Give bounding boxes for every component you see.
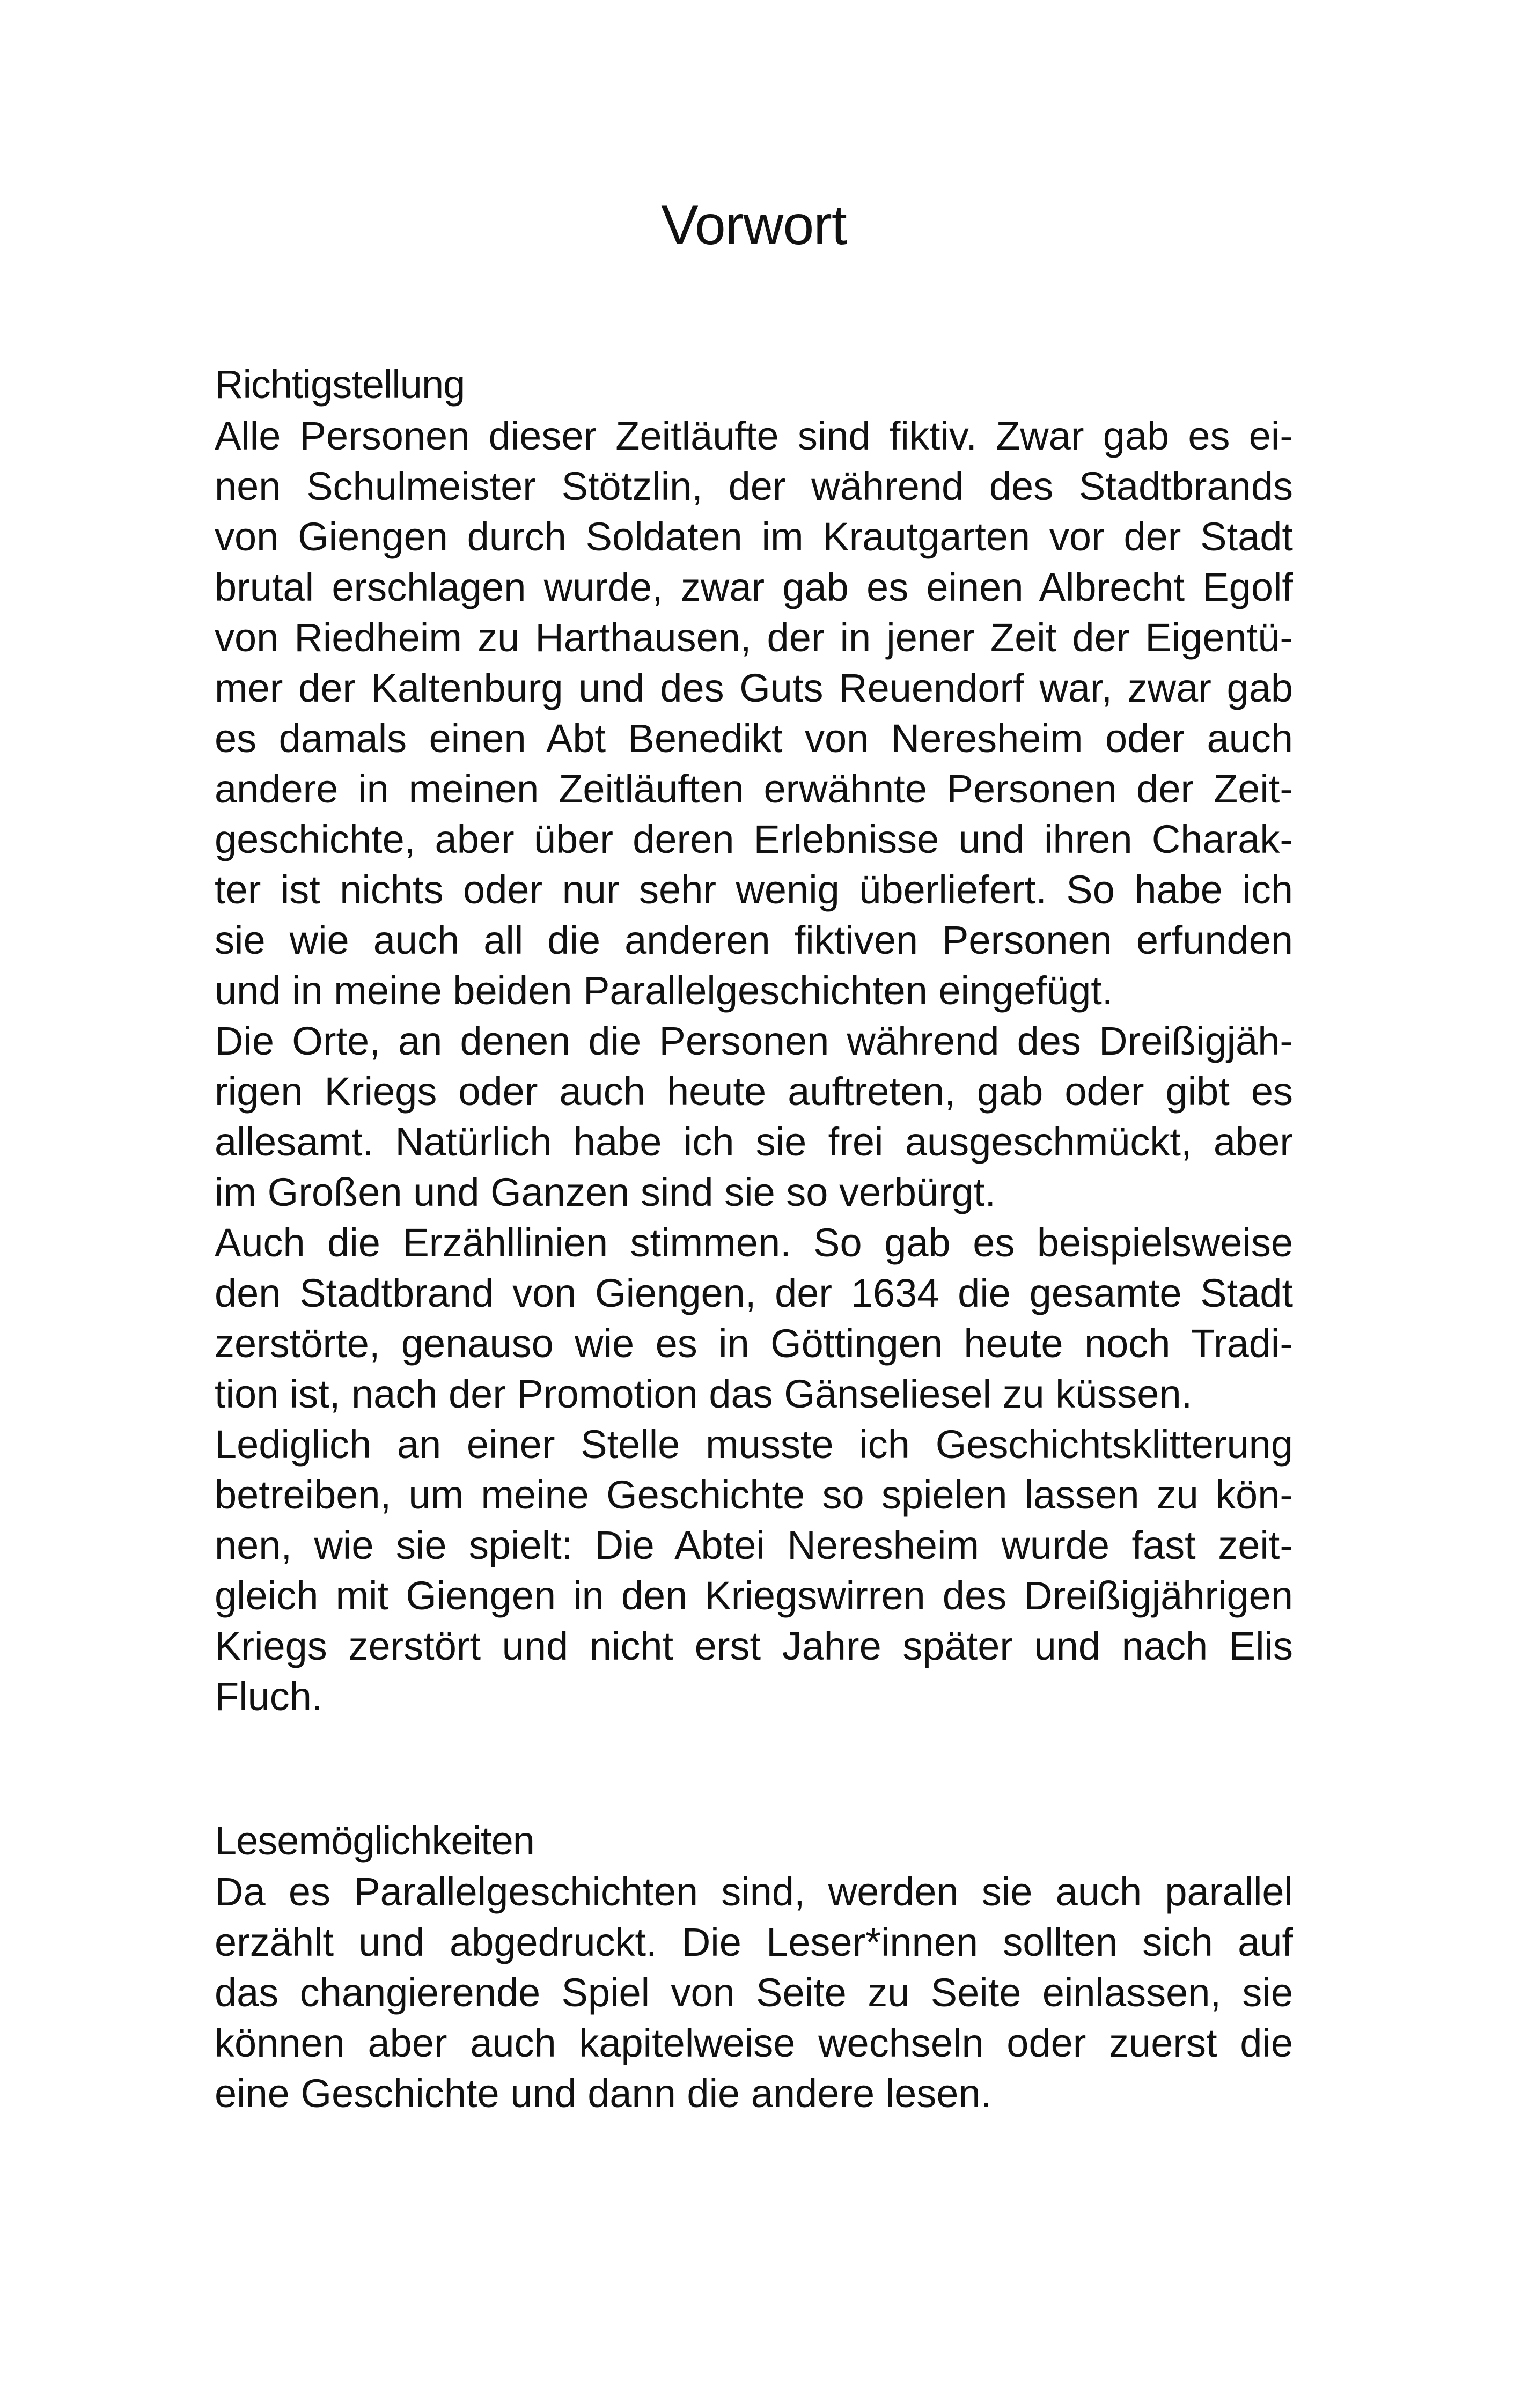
text-line: das changierende Spiel von Seite zu Seite einlassen, sie [215, 1970, 1293, 2015]
text-line: Alle Personen dieser Zeitläufte sind fiktiv. Zwar gab es ei- [215, 414, 1293, 458]
text-line: von Giengen durch Soldaten im Krautgarten vor der Stadt [215, 514, 1293, 559]
section-body-lesemoeglichkeiten [215, 1867, 1293, 2119]
text-line: Fluch. [215, 1674, 323, 1719]
text-line: andere in meinen Zeitläuften erwähnte Personen der Zeit- [215, 767, 1293, 811]
text-line: rigen Kriegs oder auch heute auftreten, gab oder gibt es [215, 1069, 1293, 1114]
section-heading-richtigstellung: Richtigstellung [215, 362, 465, 407]
text-line: gleich mit Giengen in den Kriegswirren des Dreißigjährigen [215, 1573, 1293, 1618]
section-heading-lesemoeglichkeiten: Lesemöglichkeiten [215, 1818, 534, 1863]
section-body-richtigstellung [215, 411, 1293, 1722]
text-line: allesamt. Natürlich habe ich sie frei ausgeschmückt, aber [215, 1120, 1293, 1164]
text-line: Kriegs zerstört und nicht erst Jahre später und nach Elis [215, 1624, 1293, 1668]
text-line: brutal erschlagen wurde, zwar gab es einen Albrecht Egolf [215, 565, 1293, 609]
text-line: nen, wie sie spielt: Die Abtei Neresheim wurde fast zeit- [215, 1523, 1293, 1567]
text-line: zerstörte, genauso wie es in Göttingen heute noch Tradi- [215, 1321, 1293, 1366]
text-line: im Großen und Ganzen sind sie so verbürgt. [215, 1170, 996, 1214]
text-line: erzählt und abgedruckt. Die Leser*innen sollten sich auf [215, 1920, 1293, 1964]
text-line: können aber auch kapitelweise wechseln oder zuerst die [215, 2021, 1293, 2065]
text-line: sie wie auch all die anderen fiktiven Personen erfunden [215, 918, 1293, 962]
text-line: nen Schulmeister Stötzlin, der während des Stadtbrands [215, 464, 1293, 509]
text-line: geschichte, aber über deren Erlebnisse und ihren Charak- [215, 817, 1293, 861]
text-line: tion ist, nach der Promotion das Gänseliesel zu küssen. [215, 1372, 1193, 1416]
text-line: es damals einen Abt Benedikt von Neresheim oder auch [215, 716, 1293, 761]
text-line: Da es Parallelgeschichten sind, werden sie auch parallel [215, 1869, 1293, 1914]
text-line: Lediglich an einer Stelle musste ich Geschichtsklitterung [215, 1422, 1293, 1467]
book-page [215, 0, 1293, 2408]
text-line: Auch die Erzähllinien stimmen. So gab es beispielsweise [215, 1220, 1293, 1265]
text-line: betreiben, um meine Geschichte so spielen lassen zu kön- [215, 1472, 1293, 1517]
text-line: mer der Kaltenburg und des Guts Reuendorf war, zwar gab [215, 666, 1293, 710]
text-line: von Riedheim zu Harthausen, der in jener Zeit der Eigentü- [215, 615, 1293, 660]
text-line: eine Geschichte und dann die andere lesen. [215, 2071, 992, 2116]
text-line: Die Orte, an denen die Personen während des Dreißigjäh- [215, 1019, 1293, 1063]
text-line: den Stadtbrand von Giengen, der 1634 die gesamte Stadt [215, 1271, 1293, 1315]
text-line: ter ist nichts oder nur sehr wenig überliefert. So habe ich [215, 867, 1293, 912]
text-line: und in meine beiden Parallelgeschichten eingefügt. [215, 968, 1113, 1013]
page-title: Vorwort [661, 194, 847, 256]
